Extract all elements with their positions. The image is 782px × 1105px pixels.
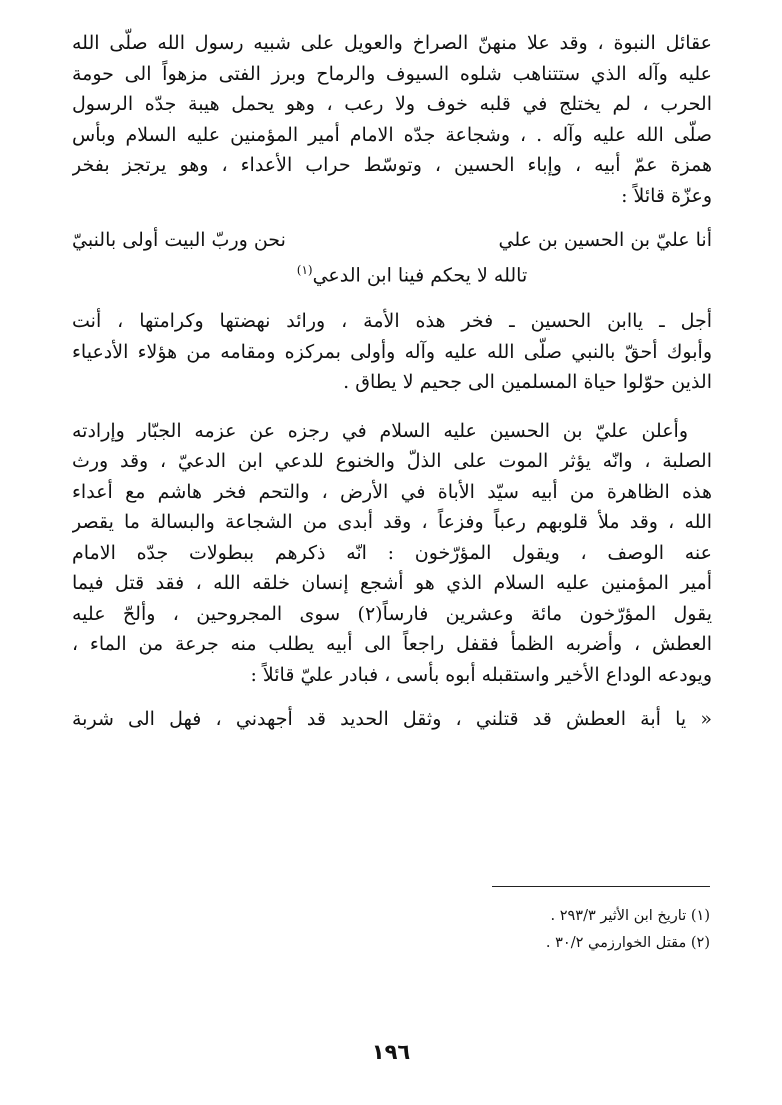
- footnotes: [546, 903, 710, 957]
- text-line: عنه الوصف ، ويقول المؤرّخون : انّه ذكرهم ببطولات جدّه الامام: [72, 541, 712, 564]
- text-line: الصلبة ، وانّه يؤثر الموت على الذلّ والخنوع للدعي ابن الدعيّ ، وقد ورث: [72, 450, 712, 473]
- poem-hemistich-left: نحن وربّ البيت أولى بالنبيّ: [72, 229, 286, 251]
- page-body: [72, 28, 712, 735]
- footnote-divider: [492, 886, 710, 887]
- text-line: العطش ، وأضربه الظمأ فقفل راجعاً الى أبيه يطلب منه جرعة من الماء ،: [72, 633, 712, 656]
- page-number: ١٩٦: [371, 1040, 411, 1064]
- text-line: هذه الظاهرة من أبيه سيّد الأباة في الأرض ، والتحم فخر هاشم مع أعداء: [72, 480, 712, 503]
- text-line: وأبوك أحقّ بالنبي صلّى الله عليه وآله وأولى بمركزه ومقامه من هؤلاء الأدعياء: [72, 340, 712, 363]
- paragraph-3: [72, 416, 712, 691]
- text-line: همزة عمّ أبيه ، وإباء الحسين ، وتوسّط حراب الأعداء ، وهو يرتجز بفخر: [72, 154, 712, 176]
- text-line: أمير المؤمنين عليه السلام الذي هو أشجع إنسان خلقه الله ، فقد قتل فيما: [72, 572, 712, 595]
- text-line: « يا أبة العطش قد قتلني ، وثقل الحديد قد أجهدني ، فهل الى شربة: [72, 708, 712, 731]
- footnote-ref: (١): [296, 263, 313, 277]
- footnote-2: (٢) مقتل الخوارزمي ٣٠/٢ .: [545, 935, 710, 951]
- text-line: الله ، وقد ملأ قلوبهم رعباً وفزعاً ، وقد أبدى من الشجاعة والبسالة ما يقصر: [72, 511, 712, 534]
- poem-line-2: تالله لا يحكم فينا ابن الدعي: [312, 264, 528, 287]
- text-line: وعزّة قائلاً :: [621, 184, 712, 207]
- text-line: الذين حوّلوا حياة المسلمين الى جحيم لا يطاق .: [343, 371, 712, 394]
- text-line: صلّى الله عليه وآله . ، وشجاعة جدّه الامام أمير المؤمنين عليه السلام وبأس: [72, 123, 712, 146]
- poem-verse-2: [72, 255, 712, 290]
- text-line: أجل ـ ياابن الحسين ـ فخر هذه الأمة ، ورائد نهضتها وكرامتها ، أنت: [72, 310, 712, 333]
- text-line: وأعلن عليّ بن الحسين عليه السلام في رجزه عن عزمه الجبّار وإرادته: [72, 419, 688, 442]
- footnote-1: (١) تاريخ ابن الأثير ٢٩٣/٣ .: [550, 908, 710, 924]
- paragraph-2: [72, 306, 712, 398]
- text-line: عقائل النبوة ، وقد علا منهنّ الصراخ والعويل على شبيه رسول الله صلّى الله: [72, 32, 712, 54]
- poem-hemistich-right: أنا عليّ بن الحسين بن علي: [498, 229, 712, 251]
- poem-verse-1: [72, 225, 712, 255]
- paragraph-1: [72, 28, 712, 211]
- paragraph-4: [72, 704, 712, 735]
- text-line: ويودعه الوداع الأخير واستقبله أبوه بأسى ، فبادر عليّ قائلاً :: [250, 663, 712, 686]
- text-line: الحرب ، لم يختلج في قلبه خوف ولا رعب ، وهو يحمل هيبة جدّه الرسول: [72, 93, 712, 115]
- text-line: عليه وآله الذي ستتناهب شلوه السيوف والرماح وبرز الفتى مزهواً الى حومة: [72, 62, 712, 85]
- poem: [72, 225, 712, 290]
- text-line: يقول المؤرّخون مائة وعشرين فارساً(٢) سوى المجروحين ، وألحّ عليه: [72, 602, 712, 625]
